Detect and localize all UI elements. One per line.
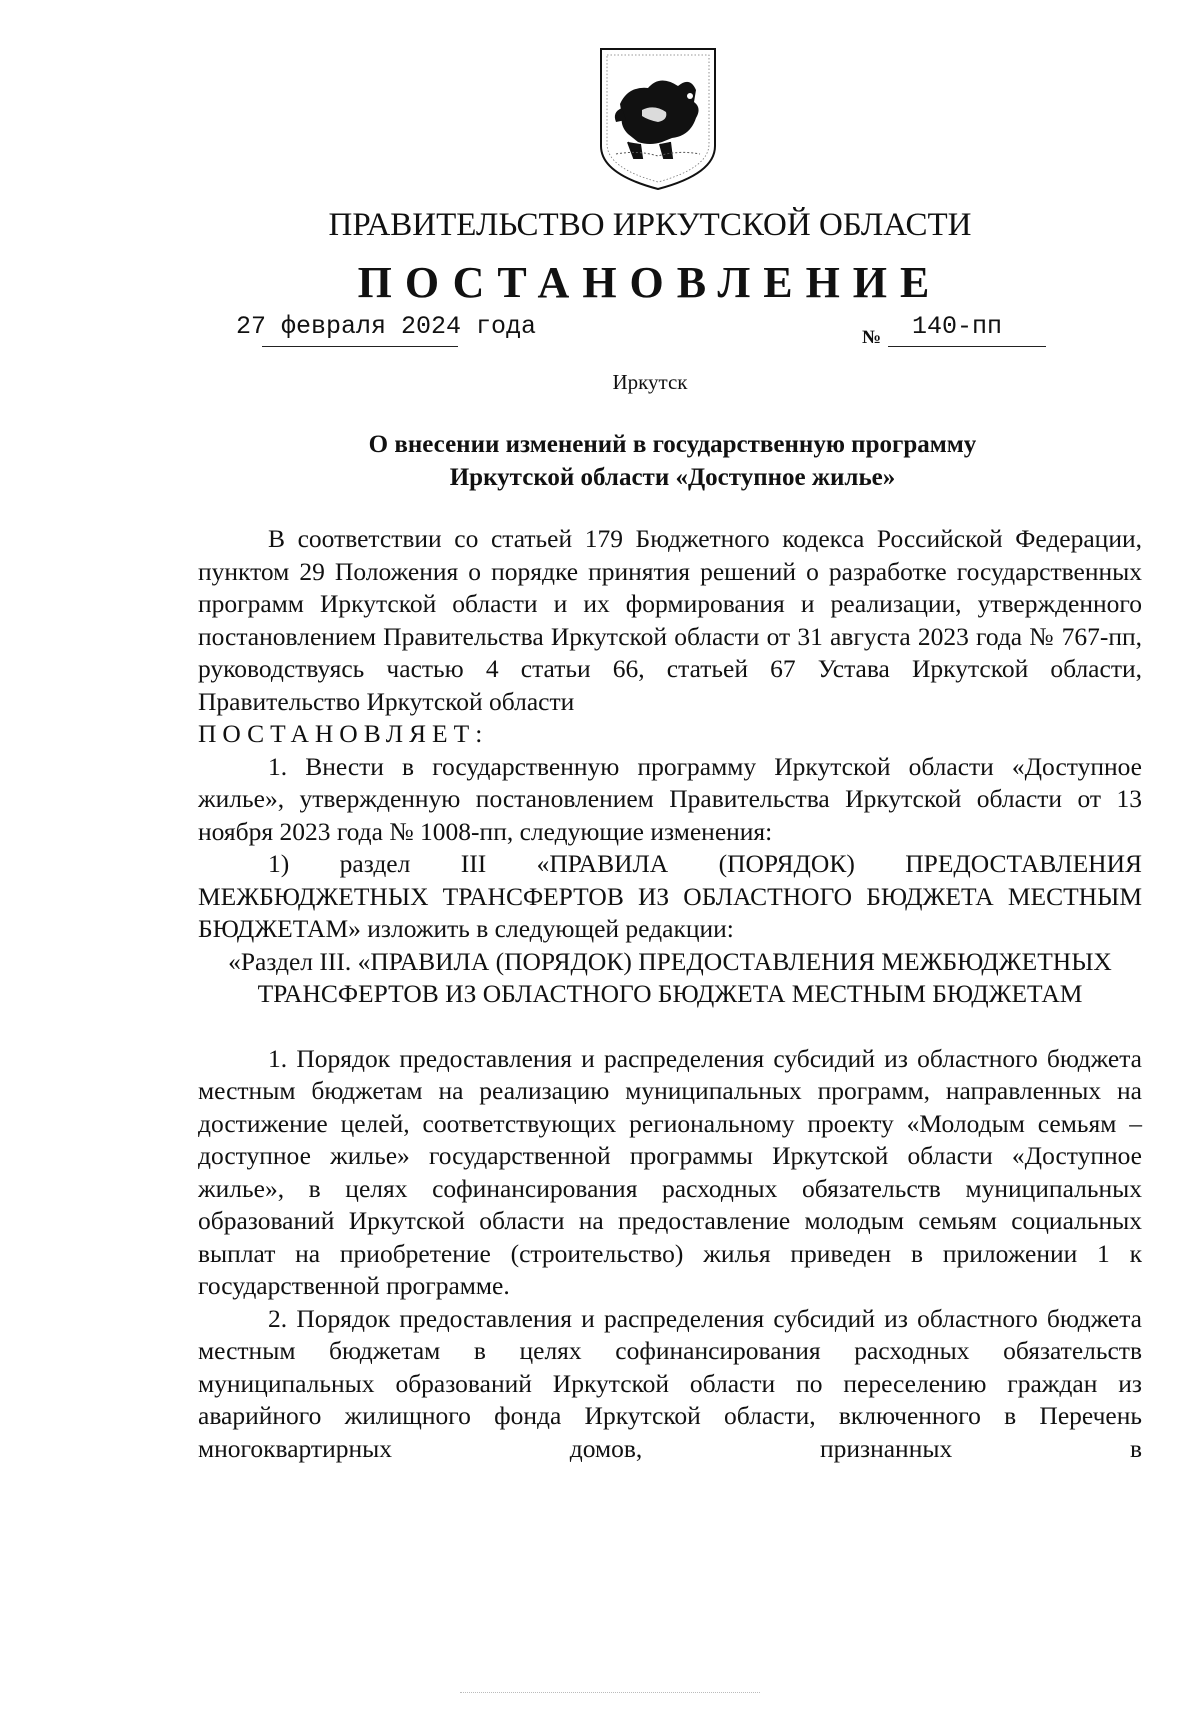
number-underline	[888, 346, 1046, 347]
section-heading: «Раздел III. «ПРАВИЛА (ПОРЯДОК) ПРЕДОСТАВЛЕНИЯ МЕЖБЮДЖЕТНЫХ ТРАНСФЕРТОВ ИЗ ОБЛАСТНОГО БЮДЖЕТА МЕСТНЫМ БЮДЖЕТАМ	[228, 946, 1112, 1008]
number-label: №	[862, 327, 882, 348]
title-line-2: Иркутской области «Доступное жилье»	[449, 464, 896, 491]
decree-title	[0, 428, 1200, 494]
point-2-paragraph: 2. Порядок предоставления и распределения субсидий из областного бюджета местным бюджетам в целях софинансирования расходных обязательств муниципальных образований Иркутской области по переселению граждан из аварийного жилищного фонда Иркутской области, включенного в Перечень многоквартирных домов, признанных в	[198, 1303, 1142, 1463]
page-footer-mark	[460, 1692, 760, 1695]
subitem-1-paragraph: 1) раздел III «ПРАВИЛА (ПОРЯДОК) ПРЕДОСТАВЛЕНИЯ МЕЖБЮДЖЕТНЫХ ТРАНСФЕРТОВ ИЗ ОБЛАСТНОГО БЮДЖЕТА МЕСТНЫМ БЮДЖЕТАМ» изложить в следующей редакции:	[198, 849, 1142, 943]
decree-date: 27 февраля 2024 года	[236, 312, 537, 341]
point-1-paragraph: 1. Порядок предоставления и распределения субсидий из областного бюджета местным бюджетам на реализацию муниципальных программ, направленных на достижение целей, соответствующих региональному проекту «Молодым семьям – доступное жилье» государственной программы Иркутской области «Доступное жилье», в целях софинансирования расходных обязательств муниципальных образований Иркутской области на предоставление молодым семьям социальных выплат на приобретение (строительство) жилья приведен в приложении 1 к государственной программе.	[198, 1043, 1142, 1300]
government-name: ПРАВИТЕЛЬСТВО ИРКУТСКОЙ ОБЛАСТИ	[328, 207, 972, 243]
title-line-1: О внесении изменений в государственную программу	[368, 431, 977, 458]
date-underline	[262, 346, 458, 347]
city: Иркутск	[612, 370, 688, 394]
section-gap	[198, 1011, 1142, 1043]
item-1-paragraph: 1. Внести в государственную программу Иркутской области «Доступное жилье», утвержденную постановлением Правительства Иркутской области от 13 ноября 2023 года № 1008-пп, следующие изменения:	[198, 751, 1142, 846]
document-type: ПОСТАНОВЛЕНИЕ	[357, 258, 943, 307]
decree-number: 140-пп	[912, 312, 1003, 341]
irkutsk-coat-of-arms-icon	[598, 46, 718, 192]
preamble-paragraph: В соответствии со статьей 179 Бюджетного кодекса Российской Федерации, пунктом 29 Положения о порядке принятия решений о разработке государственных программ Иркутской области и их формирования и реализации, утвержденного постановлением Правительства Иркутской области от 31 августа 2023 года № 767-пп, руководствуясь частью 4 статьи 66, статьей 67 Устава Иркутской области, Правительство Иркутской области	[198, 524, 1142, 716]
resolves-heading: ПОСТАНОВЛЯЕТ:	[198, 719, 489, 748]
decree-body	[198, 523, 1142, 1465]
